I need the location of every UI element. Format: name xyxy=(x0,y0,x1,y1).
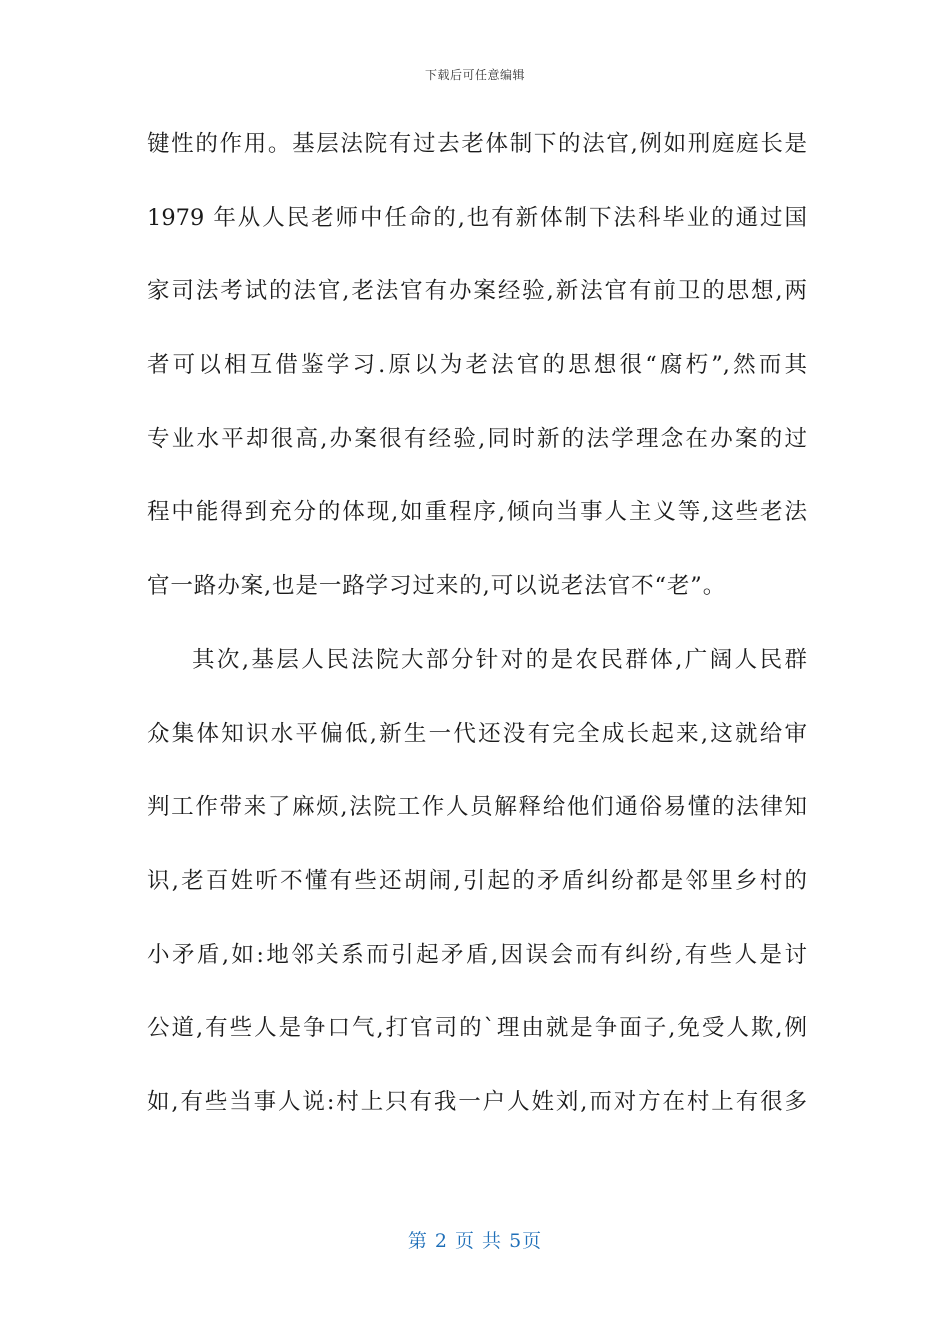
paragraph-start-line: 其次,基层人民法院大部分针对的是农民群体,广阔人民群 xyxy=(192,646,807,673)
text-line: 众集体知识水平偏低,新生一代还没有完全成长起来,这就给审 xyxy=(147,720,807,747)
text-line: 1979 年从人民老师中任命的,也有新体制下法科毕业的通过国 xyxy=(147,204,807,231)
text-line: 小矛盾,如:地邻关系而引起矛盾,因误会而有纠纷,有些人是讨 xyxy=(147,941,807,968)
text-line: 识,老百姓听不懂有些还胡闹,引起的矛盾纠纷都是邻里乡村的 xyxy=(147,867,807,894)
page-number: 第 2 页 共 5页 xyxy=(407,1230,543,1252)
text-line: 程中能得到充分的体现,如重程序,倾向当事人主义等,这些老法 xyxy=(147,499,807,526)
header-note: 下载后可任意编辑 xyxy=(424,68,525,82)
text-line: 键性的作用。基层法院有过去老体制下的法官,例如刑庭庭长是 xyxy=(147,131,807,157)
text-line: 公道,有些人是争口气,打官司的`理由就是争面子,免受人欺,例 xyxy=(147,1015,807,1042)
text-line: 者可以相互借鉴学习.原以为老法官的思想很“腐朽”,然而其 xyxy=(147,352,807,379)
text-line: 如,有些当事人说:村上只有我一户人姓刘,而对方在村上有很多 xyxy=(147,1088,807,1115)
document-body xyxy=(147,122,807,1154)
text-line: 专业水平却很高,办案很有经验,同时新的法学理念在办案的过 xyxy=(147,425,807,452)
text-line: 判工作带来了麻烦,法院工作人员解释给他们通俗易懂的法律知 xyxy=(147,794,807,821)
text-line: 官一路办案,也是一路学习过来的,可以说老法官不“老”。 xyxy=(147,573,727,600)
text-line: 家司法考试的法官,老法官有办案经验,新法官有前卫的思想,两 xyxy=(147,278,807,305)
